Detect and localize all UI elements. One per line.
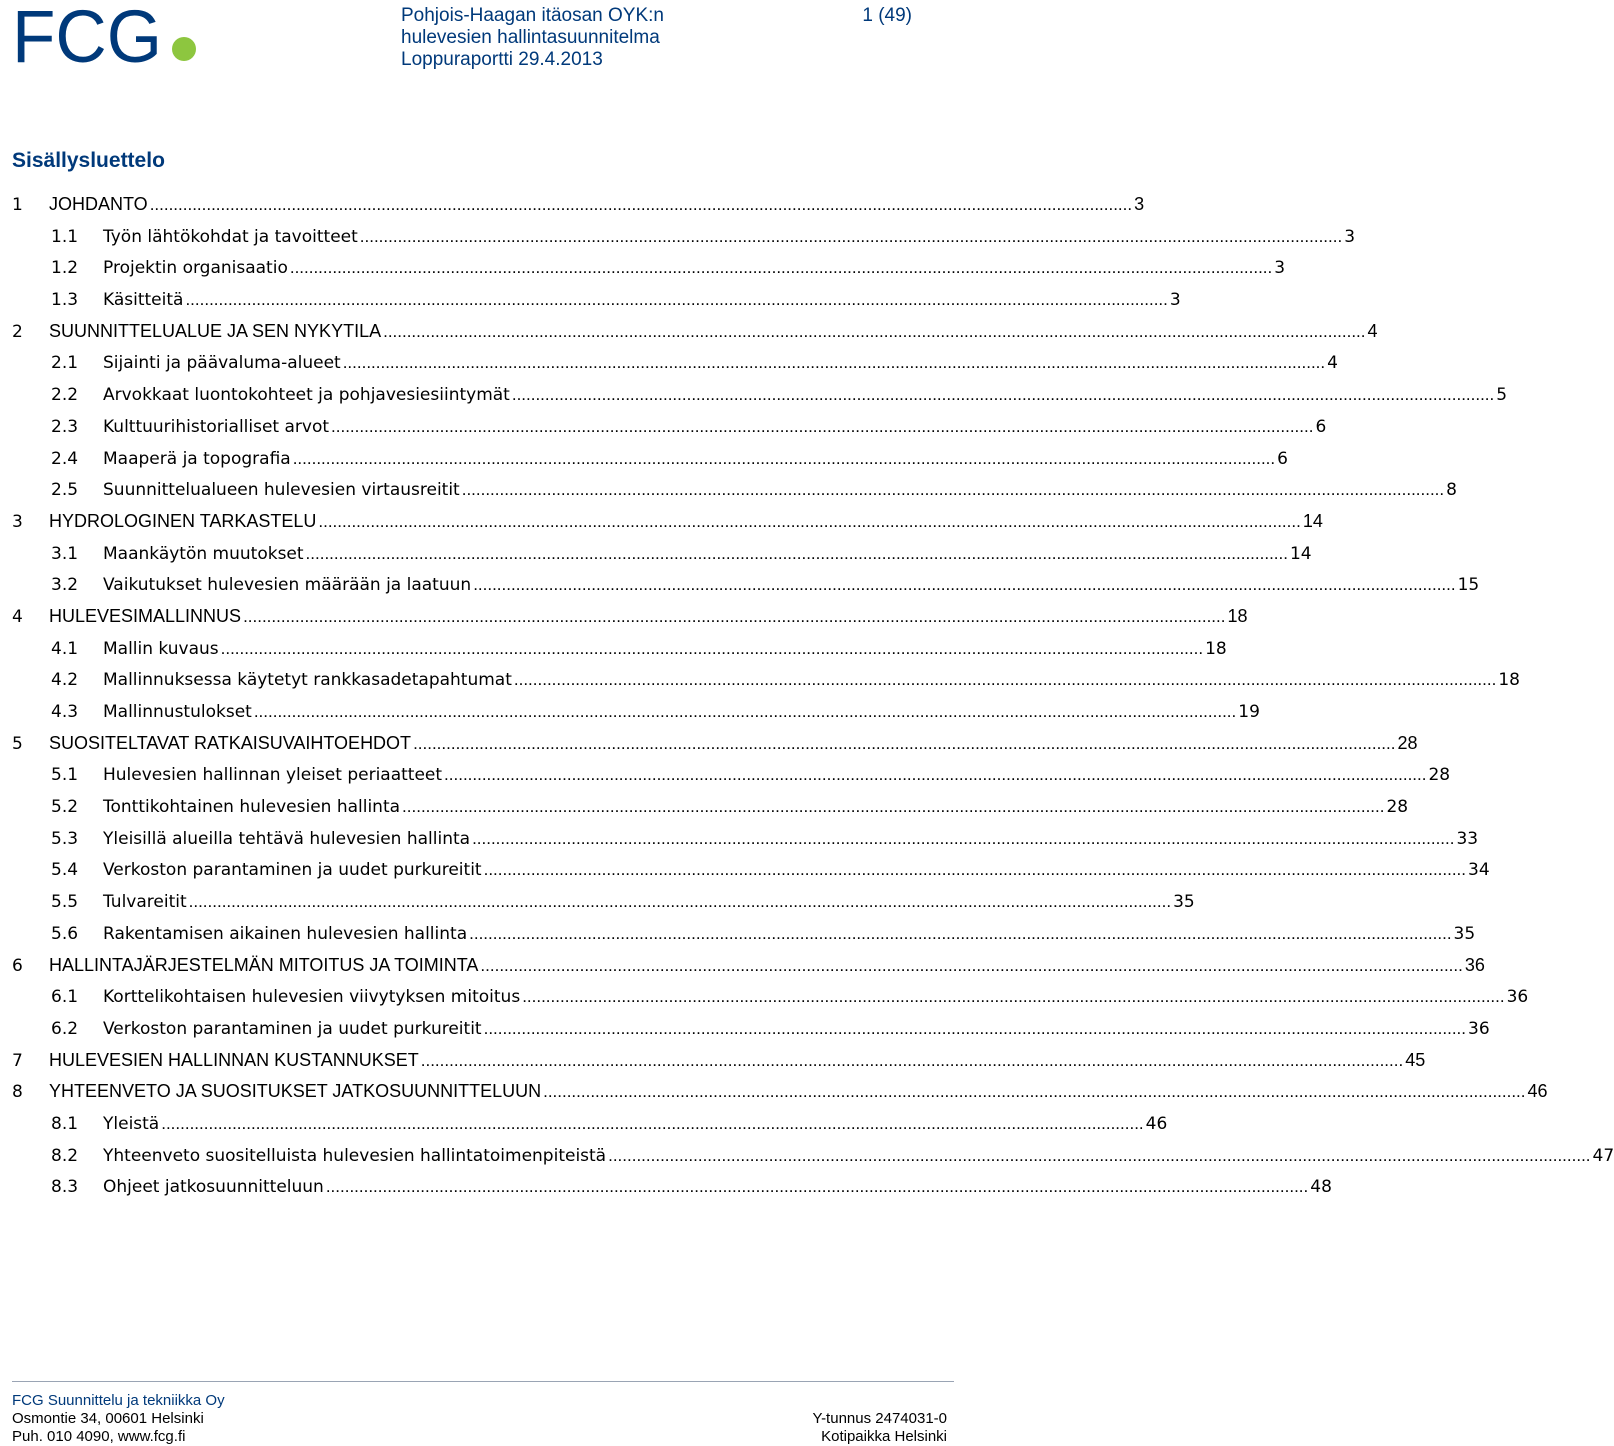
toc-entry-number: 5.3: [51, 828, 79, 849]
toc-entry-number: 6.1: [51, 987, 79, 1008]
toc-chapter[interactable]: [12, 189, 1145, 221]
toc-entry-page: 19: [1238, 702, 1260, 722]
toc-section[interactable]: [12, 443, 1288, 475]
toc-entry-title: Sijainti ja päävaluma-alueet: [103, 353, 341, 374]
toc-dot-leader: [189, 886, 1171, 918]
toc-entry-number: 4: [12, 606, 23, 627]
toc-entry-title: Vaikutukset hulevesien määrään ja laatuun: [103, 575, 472, 596]
table-of-contents: [12, 189, 1614, 1203]
toc-entry-number: 8: [12, 1082, 23, 1103]
toc-entry-title: Verkoston parantaminen ja uudet purkureitit: [103, 1018, 482, 1039]
document-header: [401, 5, 664, 71]
toc-entry-title: Arvokkaat luontokohteet ja pohjavesiesiintymät: [103, 385, 510, 406]
footer-business-id: Y-tunnus 2474031-0: [812, 1410, 947, 1427]
footer-company-info: [12, 1392, 225, 1446]
toc-section[interactable]: [12, 474, 1457, 506]
toc-entry-page: 45: [1405, 1049, 1426, 1070]
toc-entry-page: 48: [1310, 1177, 1332, 1198]
toc-entry-page: 46: [1145, 1113, 1168, 1134]
toc-dot-leader: [150, 189, 1132, 221]
toc-dot-leader: [421, 1045, 1403, 1077]
toc-entry-number: 4.2: [51, 670, 79, 691]
toc-dot-leader: [254, 696, 1236, 728]
toc-entry-number: 1.2: [51, 258, 79, 279]
toc-entry-page: 5: [1496, 385, 1508, 406]
toc-entry-number: 5.1: [51, 765, 79, 786]
toc-section[interactable]: [12, 854, 1490, 886]
footer-contact: Puh. 010 4090, www.fcg.fi: [12, 1428, 186, 1445]
toc-dot-leader: [383, 316, 1365, 348]
toc-entry-page: 34: [1468, 860, 1490, 881]
toc-chapter[interactable]: [12, 1076, 1548, 1108]
toc-entry-title: Käsitteitä: [103, 290, 184, 311]
toc-entry-title: Rakentamisen aikainen hulevesien hallinta: [103, 923, 468, 944]
toc-entry-number: 3: [12, 511, 23, 532]
toc-chapter[interactable]: [12, 506, 1323, 538]
toc-entry-page: 33: [1456, 828, 1479, 849]
toc-entry-page: 8: [1446, 480, 1457, 501]
toc-dot-leader: [243, 601, 1225, 633]
toc-dot-leader: [472, 823, 1454, 855]
toc-entry-number: 5.6: [51, 923, 79, 944]
toc-dot-leader: [326, 1171, 1308, 1203]
toc-section[interactable]: [12, 347, 1338, 379]
footer-address: Osmontie 34, 00601 Helsinki: [12, 1410, 204, 1427]
toc-section[interactable]: [12, 981, 1529, 1013]
toc-section[interactable]: [12, 791, 1409, 823]
footer-divider: [12, 1381, 954, 1382]
toc-section[interactable]: [12, 284, 1181, 316]
toc-entry-page: 35: [1453, 923, 1476, 944]
toc-dot-leader: [293, 443, 1275, 475]
toc-section[interactable]: [12, 1013, 1490, 1045]
toc-entry-number: 1.3: [51, 290, 79, 311]
toc-entry-title: Mallinnuksessa käytetyt rankkasadetapahtumat: [103, 670, 512, 691]
fcg-logo: [12, 0, 202, 78]
toc-entry-page: 28: [1386, 797, 1409, 818]
toc-section[interactable]: [12, 252, 1286, 284]
toc-entry-page: 3: [1344, 226, 1356, 247]
toc-dot-leader: [480, 950, 1462, 982]
toc-dot-leader: [469, 918, 1451, 950]
toc-entry-page: 14: [1289, 543, 1312, 564]
toc-entry-page: 3: [1134, 194, 1145, 214]
toc-dot-leader: [290, 252, 1272, 284]
toc-entry-number: 2.5: [51, 480, 79, 501]
toc-section[interactable]: [12, 1108, 1168, 1140]
toc-chapter[interactable]: [12, 1045, 1426, 1077]
toc-dot-leader: [512, 379, 1494, 411]
toc-entry-title: Korttelikohtaisen hulevesien viivytyksen mitoitus: [103, 987, 521, 1008]
toc-entry-title: YHTEENVETO JA SUOSITUKSET JATKOSUUNNITTELUUN: [49, 1081, 542, 1102]
header-line-3: Loppuraportti 29.4.2013: [401, 49, 603, 70]
page-number: 1 (49): [862, 5, 912, 26]
toc-entry-page: 36: [1506, 987, 1529, 1008]
toc-entry-number: 2.4: [51, 448, 79, 469]
toc-chapter[interactable]: [12, 950, 1485, 982]
toc-entry-title: Mallin kuvaus: [103, 638, 219, 659]
toc-entry-page: 36: [1468, 1018, 1490, 1039]
toc-dot-leader: [161, 1108, 1143, 1140]
toc-entry-title: Tonttikohtainen hulevesien hallinta: [103, 797, 401, 818]
toc-dot-leader: [331, 411, 1313, 443]
toc-section[interactable]: [12, 379, 1508, 411]
footer-company-name: FCG Suunnittelu ja tekniikka Oy: [12, 1392, 225, 1409]
toc-entry-number: 5.4: [51, 860, 79, 881]
toc-chapter[interactable]: [12, 601, 1248, 633]
toc-entry-title: JOHDANTO: [49, 194, 148, 214]
toc-entry-title: HULEVESIEN HALLINNAN KUSTANNUKSET: [49, 1049, 419, 1070]
toc-entry-number: 6.2: [51, 1018, 79, 1039]
toc-entry-page: 36: [1464, 954, 1485, 975]
toc-entry-title: Ohjeet jatkosuunnitteluun: [103, 1177, 324, 1198]
toc-entry-number: 4.1: [51, 638, 79, 659]
toc-entry-title: Maaperä ja topografia: [103, 448, 291, 469]
toc-entry-number: 1.1: [51, 226, 79, 247]
toc-entry-title: Työn lähtökohdat ja tavoitteet: [103, 226, 358, 247]
toc-entry-page: 4: [1327, 353, 1338, 374]
toc-entry-page: 6: [1315, 416, 1327, 437]
toc-dot-leader: [522, 981, 1504, 1013]
toc-entry-title: Suunnittelualueen hulevesien virtausreitit: [103, 480, 460, 501]
toc-entry-title: Mallinnustulokset: [103, 702, 252, 722]
toc-entry-number: 2: [12, 321, 23, 342]
toc-section[interactable]: [12, 664, 1520, 696]
toc-entry-number: 2.3: [51, 416, 79, 437]
toc-dot-leader: [402, 791, 1384, 823]
toc-entry-page: 47: [1592, 1145, 1614, 1166]
toc-entry-page: 18: [1227, 605, 1248, 626]
toc-entry-title: Tulvareitit: [103, 892, 187, 913]
toc-entry-number: 1: [12, 195, 23, 215]
toc-dot-leader: [514, 664, 1496, 696]
toc-entry-title: Kulttuurihistorialliset arvot: [103, 416, 330, 437]
toc-entry-number: 2.1: [51, 353, 79, 374]
toc-entry-number: 5.5: [51, 892, 79, 913]
toc-section[interactable]: [12, 1171, 1332, 1203]
toc-dot-leader: [484, 854, 1466, 886]
toc-entry-title: Hulevesien hallinnan yleiset periaatteet: [103, 765, 443, 786]
logo-text: FCG: [12, 0, 162, 78]
toc-dot-leader: [318, 506, 1300, 538]
toc-section[interactable]: [12, 886, 1195, 918]
header-line-1: Pohjois-Haagan itäosan OYK:n: [401, 5, 664, 26]
toc-dot-leader: [360, 221, 1342, 253]
toc-section[interactable]: [12, 759, 1451, 791]
toc-dot-leader: [484, 1013, 1466, 1045]
toc-entry-number: 4.3: [51, 702, 79, 722]
toc-entry-page: 3: [1169, 290, 1181, 311]
toc-entry-number: 7: [12, 1050, 23, 1071]
toc-section[interactable]: [12, 918, 1476, 950]
toc-chapter[interactable]: [12, 316, 1378, 348]
toc-section[interactable]: [12, 569, 1480, 601]
toc-dot-leader: [462, 474, 1444, 506]
toc-section[interactable]: [12, 538, 1312, 570]
toc-section[interactable]: [12, 696, 1260, 728]
toc-entry-page: 28: [1397, 732, 1418, 753]
toc-entry-title: SUOSITELTAVAT RATKAISUVAIHTOEHDOT: [49, 732, 412, 753]
logo-dot-icon: [172, 37, 196, 61]
footer-domicile: Kotipaikka Helsinki: [821, 1428, 947, 1445]
toc-dot-leader: [343, 347, 1325, 379]
toc-entry-page: 6: [1277, 448, 1288, 469]
toc-chapter[interactable]: [12, 728, 1418, 760]
toc-entry-page: 15: [1457, 575, 1480, 596]
toc-entry-title: Yleistä: [103, 1113, 160, 1134]
toc-entry-title: Yleisillä alueilla tehtävä hulevesien hallinta: [103, 828, 471, 849]
toc-dot-leader: [221, 633, 1203, 665]
toc-entry-page: 3: [1274, 258, 1286, 279]
toc-section[interactable]: [12, 633, 1227, 665]
toc-dot-leader: [543, 1076, 1525, 1108]
toc-entry-title: HULEVESIMALLINNUS: [49, 605, 242, 626]
toc-dot-leader: [444, 759, 1426, 791]
toc-entry-page: 18: [1498, 670, 1520, 691]
toc-entry-number: 8.2: [51, 1145, 79, 1166]
toc-entry-number: 8.1: [51, 1113, 79, 1134]
footer-registration-info: [812, 1392, 947, 1446]
toc-entry-title: HYDROLOGINEN TARKASTELU: [49, 510, 317, 531]
toc-dot-leader: [185, 284, 1167, 316]
toc-entry-number: 6: [12, 955, 23, 976]
toc-entry-page: 46: [1527, 1081, 1548, 1102]
toc-dot-leader: [306, 538, 1288, 570]
toc-entry-page: 4: [1367, 320, 1378, 341]
toc-entry-title: Maankäytön muutokset: [103, 543, 304, 564]
toc-entry-title: HALLINTAJÄRJESTELMÄN MITOITUS JA TOIMINTA: [49, 954, 479, 975]
toc-entry-number: 3.2: [51, 575, 79, 596]
toc-entry-number: 8.3: [51, 1177, 79, 1198]
header-line-2: hulevesien hallintasuunnitelma: [401, 27, 660, 48]
toc-dot-leader: [473, 569, 1455, 601]
toc-entry-number: 3.1: [51, 543, 79, 564]
toc-entry-number: 5.2: [51, 797, 79, 818]
toc-entry-title: SUUNNITTELUALUE JA SEN NYKYTILA: [49, 320, 382, 341]
toc-entry-title: Verkoston parantaminen ja uudet purkureitit: [103, 860, 482, 881]
toc-section[interactable]: [12, 411, 1327, 443]
toc-entry-page: 28: [1428, 765, 1451, 786]
toc-entry-page: 35: [1173, 892, 1195, 913]
toc-entry-number: 5: [12, 733, 23, 754]
toc-entry-page: 14: [1302, 510, 1323, 531]
toc-title: Sisällysluettelo: [12, 149, 165, 172]
toc-dot-leader: [413, 728, 1395, 760]
toc-entry-page: 18: [1205, 638, 1227, 659]
toc-entry-number: 2.2: [51, 385, 79, 406]
toc-entry-title: Yhteenveto suositelluista hulevesien hallintatoimenpiteistä: [103, 1145, 607, 1166]
toc-entry-title: Projektin organisaatio: [103, 258, 288, 279]
toc-dot-leader: [608, 1140, 1590, 1172]
toc-section[interactable]: [12, 1140, 1614, 1172]
toc-section[interactable]: [12, 823, 1479, 855]
toc-section[interactable]: [12, 221, 1356, 253]
